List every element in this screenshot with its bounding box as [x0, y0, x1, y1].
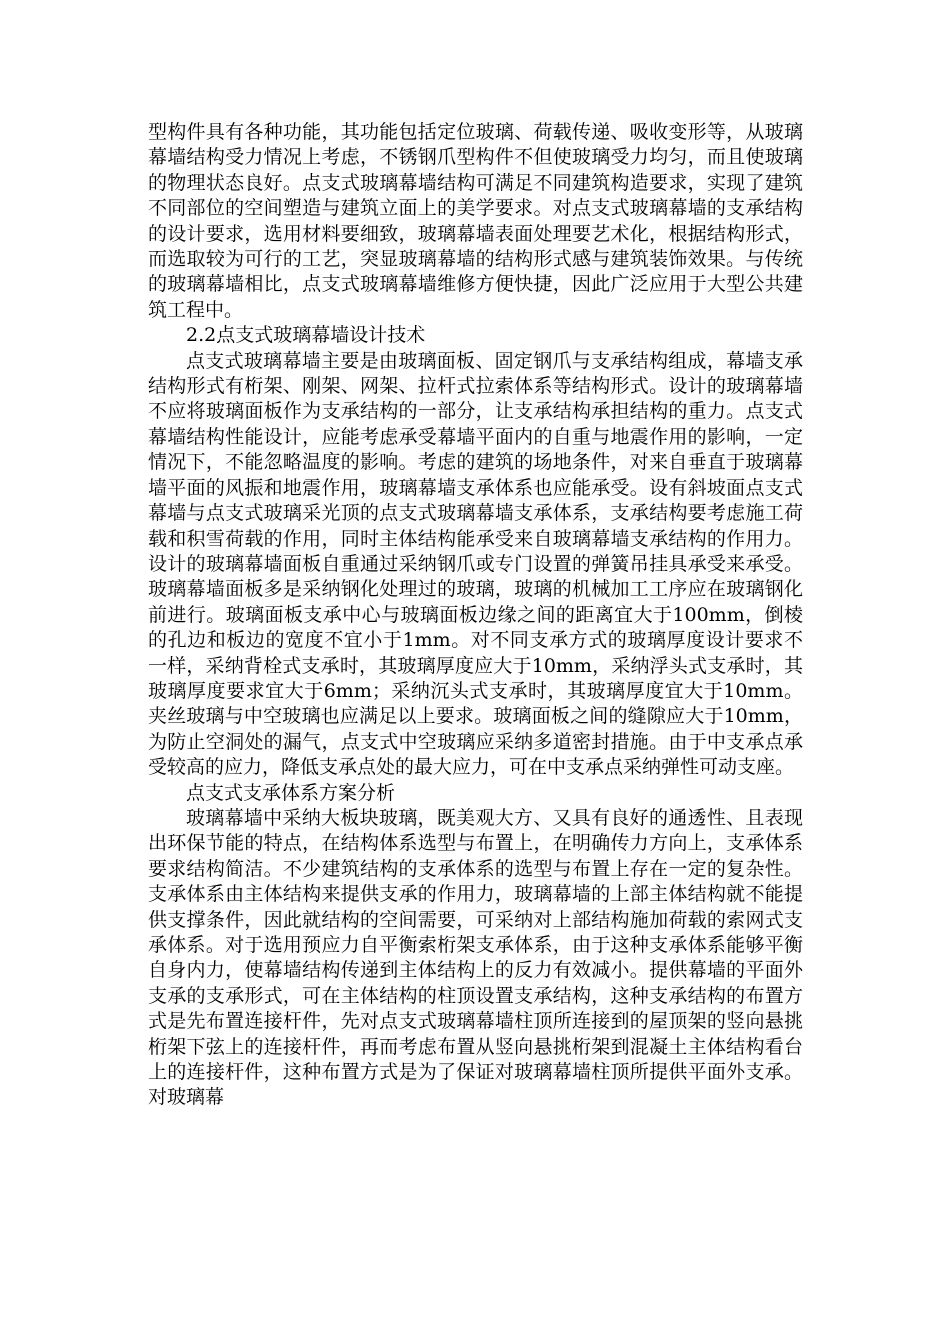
paragraph-design-technology: 点支式玻璃幕墙主要是由玻璃面板、固定钢爪与支承结构组成，幕墙支承结构形式有桁架、刚架、网架、拉杆式拉索体系等结构形式。设计的玻璃幕墙不应将玻璃面板作为支承结构的一部分，让支承结构承担结构的重力。点支式幕墙结构性能设计，应能考虑承受幕墙平面内的自重与地震作用的影响，一定情况下，不能忽略温度的影响。考虑的建筑的场地条件，对来自垂直于玻璃幕墙平面的风振和地震作用，玻璃幕墙支承体系也应能承受。设有斜坡面点支式幕墙与点支式玻璃采光顶的点支式玻璃幕墙支承体系，支承结构要考虑施工荷载和积雪荷载的作用，同时主体结构能承受来自玻璃幕墙支承结构的作用力。设计的玻璃幕墙面板自重通过采纳钢爪或专门设置的弹簧吊挂具承受来承受。玻璃幕墙面板多是采纳钢化处理过的玻璃，玻璃的机械加工工序应在玻璃钢化前进行。玻璃面板支承中心与玻璃面板边缘之间的距离宜大于100mm，倒棱的孔边和板边的宽度不宜小于1mm。对不同支承方式的玻璃厚度设计要求不一样，采纳背栓式支承时，其玻璃厚度应大于10mm，采纳浮头式支承时，其玻璃厚度要求宜大于6mm；采纳沉头式支承时，其玻璃厚度宜大于10mm。夹丝玻璃与中空玻璃也应满足以上要求。玻璃面板之间的缝隙应大于10mm，为防止空洞处的漏气，点支式中空玻璃应采纳多道密封措施。由于中支承点承受较高的应力，降低支承点处的最大应力，可在中支承点采纳弹性可动支座。 [148, 349, 803, 779]
section-heading-2-2: 2.2点支式玻璃幕墙设计技术 [186, 324, 426, 347]
section-heading-support-system: 点支式支承体系方案分析 [186, 781, 396, 804]
paragraph-support-system-analysis: 玻璃幕墙中采纳大板块玻璃，既美观大方、又具有良好的通透性、且表现出环保节能的特点，在结构体系选型与布置上，在明确传力方向上，支承体系要求结构简洁。不少建筑结构的支承体系的选型与布置上存在一定的复杂性。支承体系由主体结构来提供支承的作用力，玻璃幕墙的上部主体结构就不能提供支撑条件，因此就结构的空间需要，可采纳对上部结构施加荷载的索网式支承体系。对于选用预应力自平衡索桁架支承体系，由于这种支承体系能够平衡自身内力，使幕墙结构传递到主体结构上的反力有效减小。提供幕墙的平面外支承的支承形式，可在主体结构的柱顶设置支承结构，这种支承结构的布置方式是先布置连接杆件，先对点支式玻璃幕墙柱顶所连接到的屋顶架的竖向悬挑桁架下弦上的连接杆件，再而考虑布置从竖向悬挑桁架到混凝土主体结构看台上的连接杆件，这种布置方式是为了保证对玻璃幕墙柱顶所提供平面外支承。对玻璃幕 [148, 806, 803, 1109]
document-body [148, 120, 803, 1111]
paragraph-continued: 型构件具有各种功能，其功能包括定位玻璃、荷载传递、吸收变形等，从玻璃幕墙结构受力情况上考虑，不锈钢爪型构件不但使玻璃受力均匀，而且使玻璃的物理状态良好。点支式玻璃幕墙结构可满足不同建筑构造要求，实现了建筑不同部位的空间塑造与建筑立面上的美学要求。对点支式玻璃幕墙的支承结构的设计要求，选用材料要细致，玻璃幕墙表面处理要艺术化，根据结构形式，而选取较为可行的工艺，突显玻璃幕墙的结构形式感与建筑装饰效果。与传统的玻璃幕墙相比，点支式玻璃幕墙维修方便快捷，因此广泛应用于大型公共建筑工程中。 [148, 121, 803, 321]
